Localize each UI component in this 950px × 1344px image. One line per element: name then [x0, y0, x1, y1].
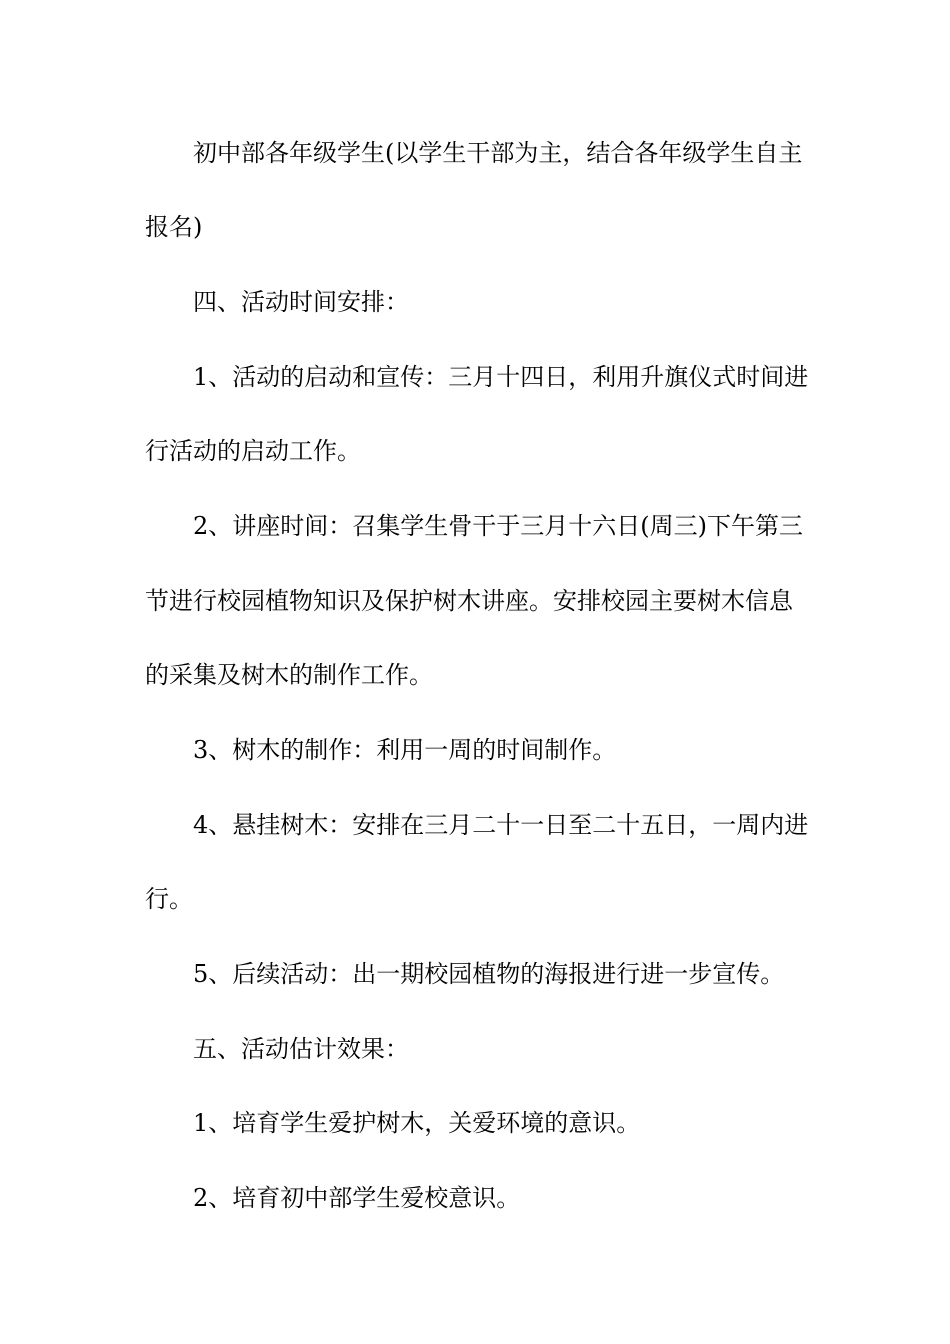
schedule-item-2-line-3: 的采集及树木的制作工作。 — [145, 661, 433, 689]
schedule-item-3: 3、树木的制作：利用一周的时间制作。 — [193, 736, 617, 764]
schedule-item-2-line-2: 节进行校园植物知识及保护树木讲座。安排校园主要树木信息 — [145, 587, 793, 615]
paragraph-participants-line-2: 报名) — [145, 213, 203, 241]
section-heading-schedule: 四、活动时间安排： — [193, 288, 409, 316]
effect-item-1: 1、培育学生爱护树木，关爱环境的意识。 — [193, 1109, 641, 1137]
schedule-item-1-line-2: 行活动的启动工作。 — [145, 437, 361, 465]
effect-item-2: 2、培育初中部学生爱校意识。 — [193, 1184, 521, 1212]
schedule-item-1-line-1: 1、活动的启动和宣传：三月十四日，利用升旗仪式时间进 — [193, 363, 809, 391]
schedule-item-4-line-2: 行。 — [145, 885, 193, 913]
paragraph-participants-line-1: 初中部各年级学生(以学生干部为主，结合各年级学生自主 — [193, 139, 803, 167]
schedule-item-5: 5、后续活动：出一期校园植物的海报进行进一步宣传。 — [193, 960, 785, 988]
schedule-item-4-line-1: 4、悬挂树木：安排在三月二十一日至二十五日，一周内进 — [193, 811, 809, 839]
section-heading-effects: 五、活动估计效果： — [193, 1035, 409, 1063]
schedule-item-2-line-1: 2、讲座时间：召集学生骨干于三月十六日(周三)下午第三 — [193, 512, 803, 540]
